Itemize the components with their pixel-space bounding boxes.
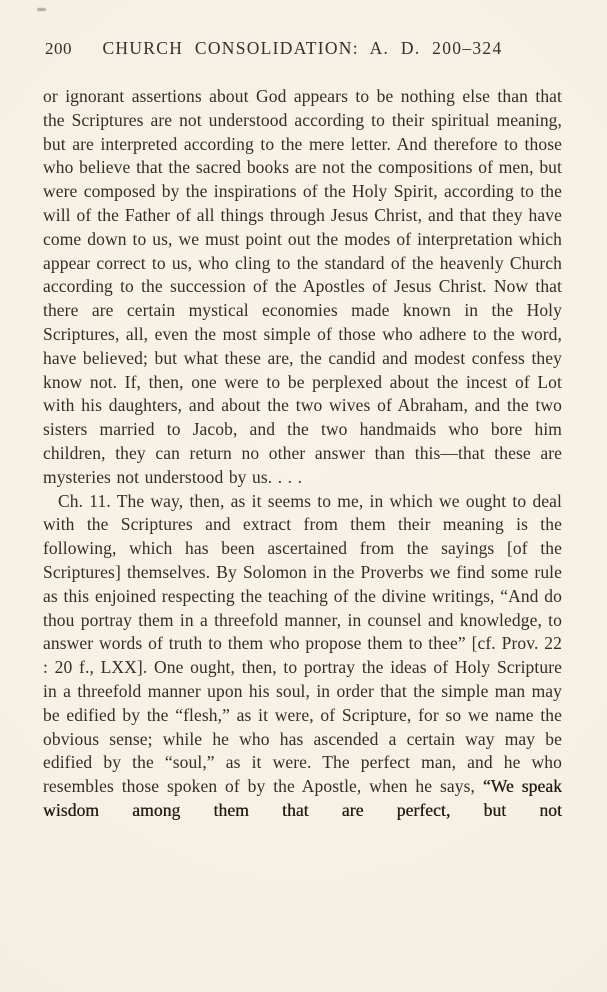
- paragraph-chapter-11: [43, 490, 562, 823]
- page-body: [43, 85, 562, 823]
- page-header: [43, 38, 562, 59]
- page-number: 200: [45, 39, 72, 58]
- scan-artifact: [37, 8, 46, 11]
- running-head: CHURCH CONSOLIDATION: A. D. 200–324: [102, 38, 503, 58]
- paragraph-continuation: or ignorant assertions about God appears to be nothing else than that the Scriptures are not understood according to their spiritual meaning, but are interpreted according to the mere letter. And therefore to those who believe that the sacred books are not the compositions of men, but were composed by the inspirations of the Holy Spirit, according to the will of the Father of all things through Jesus Christ, and that they have come down to us, we must point out the modes of interpretation which appear correct to us, who cling to the standard of the heavenly Church according to the succession of the Apostles of Jesus Christ. Now that there are certain mystical economies made known in the Holy Scriptures, all, even the most simple of those who adhere to the word, have believed; but what these are, the candid and modest confess they know not. If, then, one were to be perplexed about the incest of Lot with his daughters, and about the two wives of Abraham, and the two sisters married to Jacob, and the two handmaids who bore him children, they can return no other answer than this—that these are mysteries not understood by us. . . .: [43, 86, 562, 487]
- paragraph-chapter-11-main: Ch. 11. The way, then, as it seems to me, in which we ought to deal with the Scriptures and extract from them their meaning is the following, which has been ascertained from the sayings [of the Scriptures] themselves. By Solomon in the Proverbs we find some rule as this enjoined respecting the teaching of the divine writings, “And do thou portray them in a threefold manner, in counsel and knowledge, to answer words of truth to them who propose them to thee” [cf. Prov. 22 : 20 f., LXX]. One ought, then, to portray the ideas of Holy Scripture in a threefold manner upon his soul, in order that the simple man may be edified by the “flesh,” as it were, of Scripture, for so we name the obvious sense; while he who has ascended a certain way may be edified by the “soul,” as it were. The perfect man, and he who resembles those spoken of by the Apostle, when he says,: [43, 490, 562, 797]
- paragraph-chapter-11-quote: “We speak wisdom among them that are perfect, but not: [43, 776, 562, 820]
